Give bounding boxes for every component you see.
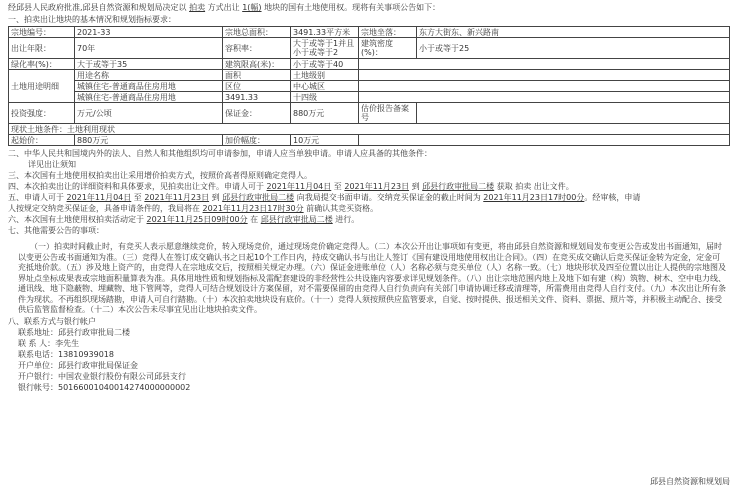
table-label: 出让年限：: [9, 38, 75, 59]
table-empty: [359, 135, 730, 146]
table-label: 起始价：: [9, 135, 75, 146]
notes-text: （一）拍卖时间截止时，有竞买人表示愿意继续竞价，转入现场竞价，通过现场竞价确定竞得人。（二）本次公开出让事项如有变更，将由邱县自然资源和规划局发布变更公告或发出书面通知，届时以变更公告或书面通知为准。（三）竞得人在签订成交确认书之日起10个工作日内，持成交确认书与出让人签订《国有建设用地使用权出让合同》。（四）在竞买成交确认后竞买保证金转为定金，定金可充抵地价款。（五）涉及地上资产的，由竞得人在宗地成交后，按照相关规定办理。（六）保证金进账单位（人）名称必须与竞买单位（人）名称一致。（七）地块形状及四至位置以出让人提供的宗地图及界址点坐标成果表或宗地面积量算表为准。具体用地性质和规划指标及需配套建设的非经营性公共设施内容要求详见规划条件。（八）出让宗地范围内地上及地下如有建（构）筑物、树木、空中电力线、通讯线、地下隐蔽物、埋藏物、地下管网等，竞得人可结合规划设计方案保留，对不需要保留的由竞得人自行负责向有关部门申请协调迁移或清理等，所需费用由竞得人自行支付。（九）本次出让所有条件为现状。不再组织现场踏勘，申请人可自行踏勘。（十）本次拍卖地块设有底价。（十一）竞得人须按照供应监管要求，自觉、按时提供、报送相关文件、资料、票据、照片等，并积极主动配合、接受供后监管监督检查。（十二）本次公告未尽事宜见出让地块拍卖文件。: [18, 242, 726, 314]
table-value: 3491.33: [223, 92, 291, 103]
table-label: 绿化率(%)：: [9, 59, 75, 70]
table-value: 2021-33: [75, 27, 223, 38]
date: 2021年11月23日17时30分: [202, 204, 304, 213]
section1-title: 一、拍卖出让地块的基本情况和规划指标要求：: [8, 15, 176, 24]
table-value: 用途名称: [75, 70, 223, 81]
account-number: 银行帐号：50166001040014274000000002: [18, 382, 191, 392]
table-value: 土地级别: [291, 70, 359, 81]
table-label: 保证金：: [223, 103, 291, 124]
table-value: 区位: [223, 81, 291, 92]
date: 2021年11月04日: [66, 193, 132, 202]
table-label: 容积率：: [223, 38, 291, 59]
place: 邱县行政审批局二楼: [422, 182, 495, 191]
table-row: [9, 103, 730, 124]
table-value: 小于或等于25: [417, 38, 730, 59]
account-unit: 开户单位：邱县行政审批局保证金: [18, 360, 138, 370]
other-notes: [8, 242, 734, 316]
table-label: 估价报告备案号: [359, 103, 417, 124]
text: 至: [131, 193, 145, 202]
contact-info: [8, 327, 734, 393]
place: 邱县行政审批局二楼: [260, 215, 333, 224]
intro-middle: 方式出让: [205, 3, 243, 12]
table-empty: [359, 70, 730, 81]
table-row: [9, 124, 730, 135]
contact-person: 联 系 人：李先生: [18, 338, 80, 348]
section3: 三、本次国有土地使用权拍卖出让采用增价拍卖方式，按照价高者得原则确定竞得人。: [8, 171, 312, 180]
intro-method: 拍卖: [189, 3, 206, 12]
date: 2021年11月23日: [344, 182, 410, 191]
table-value: 面积: [223, 70, 291, 81]
text: 至: [331, 182, 345, 191]
table-value: 10万元: [291, 135, 359, 146]
table-label: 宗地总面积：: [223, 27, 291, 38]
table-value: 大于或等于1并且小于或等于2: [291, 38, 359, 59]
intro-count: 1(幅): [242, 3, 262, 12]
account-bank: 开户银行：中国农业银行股份有限公司邱县支行: [18, 371, 186, 381]
table-empty: [359, 81, 730, 92]
table-row: [9, 27, 730, 38]
section8: 八、联系方式与银行帐户: [8, 316, 96, 326]
table-row: [9, 59, 730, 70]
section5: [8, 192, 734, 203]
contact-phone: 联系电话：13810939018: [18, 349, 114, 359]
deadline: 2021年11月23日17时00分: [483, 193, 585, 202]
section5-cont: [8, 203, 734, 214]
intro-after: 地块的国有土地使用权。现将有关事项公告如下：: [261, 3, 441, 12]
text: 获取 拍卖 出让文件。: [494, 182, 574, 191]
text: 在: [247, 215, 261, 224]
table-value: 大于或等于35: [75, 59, 223, 70]
table-value: 70年: [75, 38, 223, 59]
text: 四、本次拍卖出让的详细资料和具体要求，见拍卖出让文件。申请人可于: [8, 182, 267, 191]
table-label: 宗地编号：: [9, 27, 75, 38]
announcement: [8, 2, 734, 393]
text: 到: [409, 182, 423, 191]
table-empty: [359, 92, 730, 103]
land-info-table: [8, 26, 730, 146]
table-row: [9, 135, 730, 146]
table-value: 小于或等于40: [291, 59, 359, 70]
section4: [8, 181, 734, 192]
table-value: 东方大街东、新兴路南: [417, 27, 730, 38]
text: 。经审核，申请: [584, 193, 641, 202]
section2: 二、中华人民共和国境内外的法人、自然人和其他组织均可申请参加，申请人应当单独申请。申请人应具备的其他条件：: [8, 149, 432, 158]
table-value: 880万元: [75, 135, 223, 146]
intro-line: [8, 2, 734, 13]
table-value: 城镇住宅-普通商品住房用地: [75, 81, 223, 92]
table-label: 建筑限高(米)：: [223, 59, 291, 70]
table-empty: [359, 59, 730, 70]
land-condition: 现状土地条件：土地利用现状: [9, 124, 730, 135]
place: 邱县行政审批局二楼: [222, 193, 295, 202]
text: 到: [209, 193, 223, 202]
table-empty: [417, 103, 730, 124]
table-value: 万元/公顷: [75, 103, 223, 124]
table-label: 建筑密度(%)：: [359, 38, 417, 59]
table-row: [9, 92, 730, 103]
date: 2021年11月23日: [144, 193, 210, 202]
table-label: 投资强度：: [9, 103, 75, 124]
table-value: 中心城区: [291, 81, 359, 92]
section2-detail: 详见出让须知: [28, 160, 76, 169]
date: 2021年11月25日09时00分: [146, 215, 248, 224]
table-row: [9, 70, 730, 81]
contact-address: 联系地址：邱县行政审批局二楼: [18, 327, 130, 337]
text: 五、申请人可于: [8, 193, 67, 202]
table-value: 3491.33平方米: [291, 27, 359, 38]
intro-before: 经邱县人民政府批准,邱县自然资源和规划局决定以: [8, 3, 190, 12]
table-label: 加价幅度：: [223, 135, 291, 146]
table-value: 城镇住宅-普通商品住房用地: [75, 92, 223, 103]
table-value: 十四级: [291, 92, 359, 103]
text: 进行。: [332, 215, 360, 224]
table-row: [9, 38, 730, 59]
land-use-label: 土地用途明细: [9, 70, 75, 103]
section6: [8, 214, 734, 225]
text: 前确认其竞买资格。: [303, 204, 379, 213]
table-label: 宗地坐落：: [359, 27, 417, 38]
text: 向我局提交书面申请。交纳竞买保证金的截止时间为: [294, 193, 484, 202]
section7: 七、其他需要公告的事项：: [8, 226, 104, 235]
table-value: 880万元: [291, 103, 359, 124]
issuing-organization: 邱县自然资源和规划局: [650, 477, 730, 486]
text: 人按规定交纳竞买保证金，具备申请条件的，我局将在: [8, 204, 203, 213]
text: 六、本次国有土地使用权拍卖活动定于: [8, 215, 147, 224]
date: 2021年11月04日: [266, 182, 332, 191]
table-row: [9, 81, 730, 92]
